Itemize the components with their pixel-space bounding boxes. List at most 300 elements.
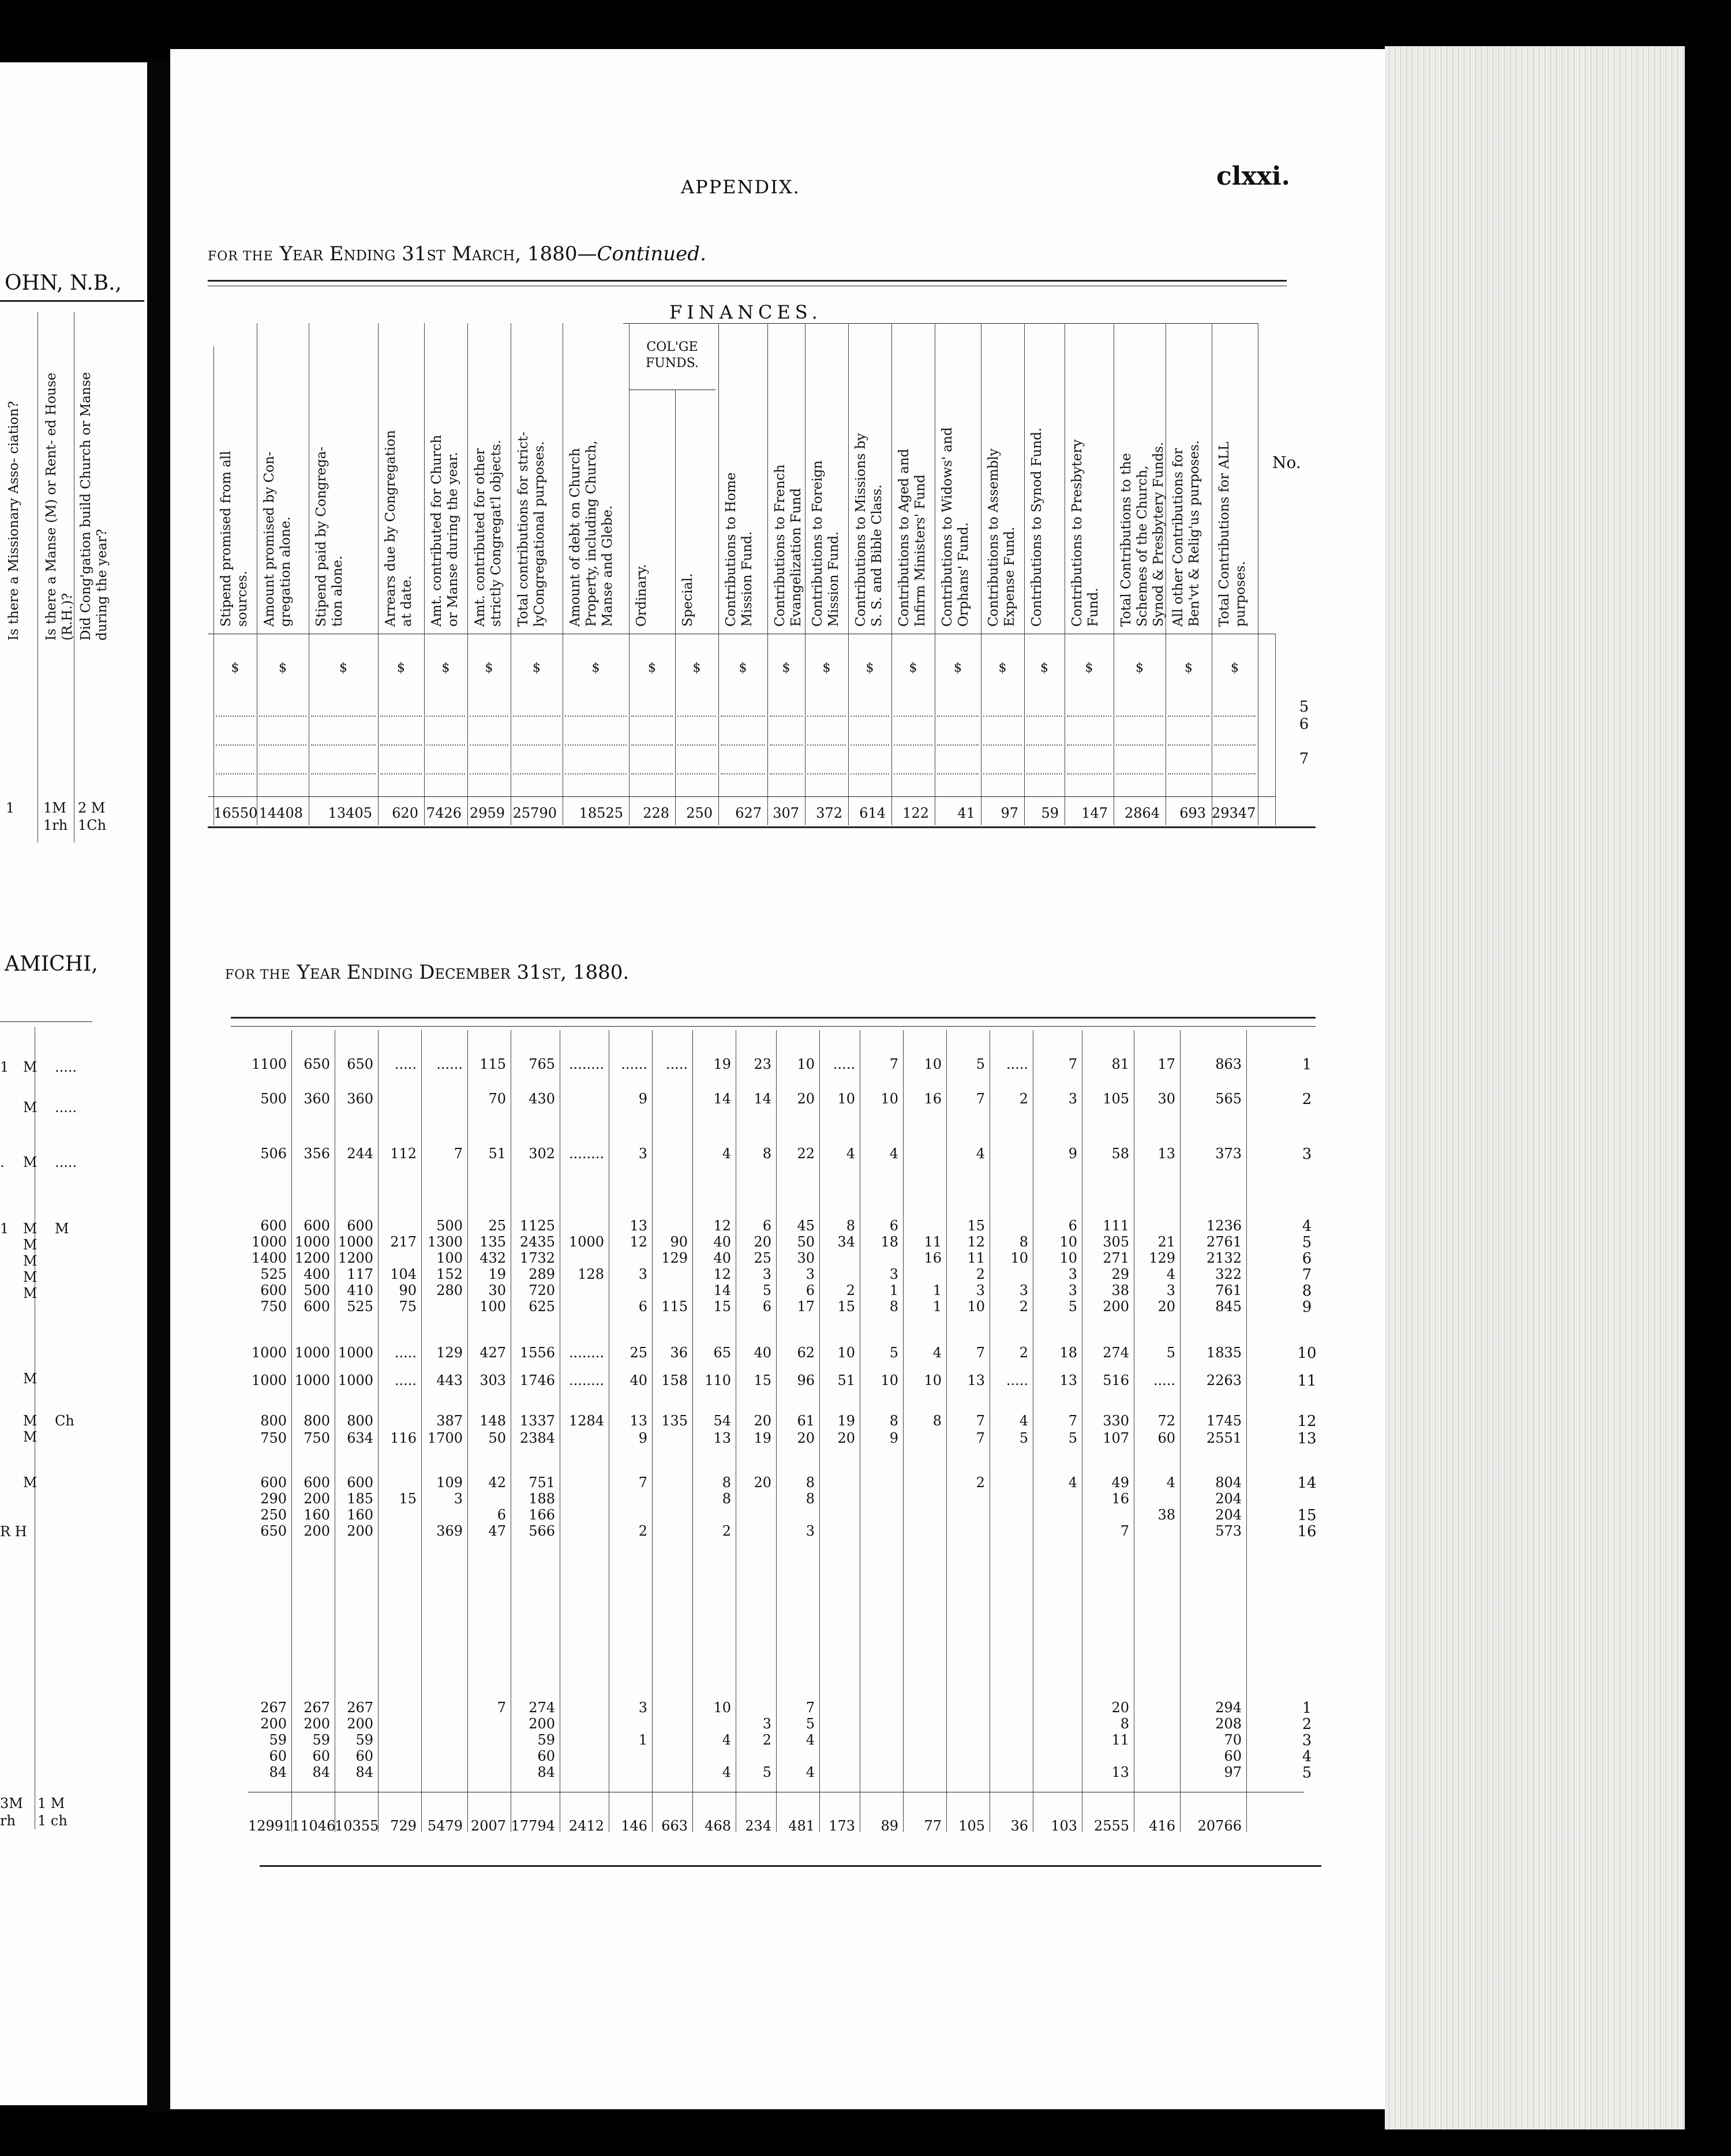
cell-value: 516: [1103, 1372, 1129, 1388]
cell-value: 9: [638, 1091, 647, 1107]
finances-label: FINANCES.: [669, 301, 822, 323]
section-b-bottom-rule: [260, 1865, 1321, 1867]
cell-value: 148: [479, 1413, 506, 1429]
cell-value: 4: [846, 1146, 855, 1162]
dollar-sign: $: [591, 661, 600, 675]
cell-value: 3: [1166, 1282, 1175, 1298]
total-value: 614: [859, 805, 886, 821]
cell-value: 15: [713, 1298, 731, 1315]
row-number: 9: [1302, 1298, 1312, 1316]
cell-value: 400: [304, 1266, 330, 1282]
dotted-line: [807, 744, 846, 746]
cell-value: 10: [967, 1298, 985, 1315]
cell-value: 40: [754, 1345, 771, 1361]
cell-value: 200: [304, 1491, 330, 1507]
cell-value: 6: [638, 1298, 647, 1315]
dollar-sign: $: [441, 661, 450, 675]
cell-value: 8: [932, 1413, 942, 1429]
cell-value: 20: [837, 1430, 855, 1446]
left-cell: .....: [55, 1059, 77, 1075]
cell-value: 5: [976, 1056, 985, 1072]
cell-value: 90: [399, 1282, 417, 1298]
row-number: 2: [1302, 1716, 1312, 1733]
cell-value: 1835: [1206, 1345, 1242, 1361]
column-divider: [652, 1030, 653, 1832]
cell-value: 14: [754, 1091, 771, 1107]
total-value: 627: [735, 805, 762, 821]
cell-value: 208: [1215, 1716, 1242, 1732]
total-value: 2864: [1124, 805, 1160, 821]
page-header: APPENDIX.: [681, 176, 800, 198]
cell-value: 650: [347, 1056, 373, 1072]
dollar-sign: $: [782, 661, 790, 675]
cell-value: 135: [479, 1234, 506, 1250]
cell-value: 20: [1111, 1700, 1129, 1716]
dotted-line: [216, 716, 254, 717]
left-cell: M: [23, 1253, 38, 1269]
cell-value: 800: [304, 1413, 330, 1429]
column-header: Arrears due by Congregation at date.: [383, 430, 414, 627]
left-cell: M: [23, 1269, 38, 1285]
cell-value: 70: [1224, 1732, 1242, 1748]
left-cell: M: [23, 1099, 38, 1116]
cell-value: 267: [347, 1700, 373, 1716]
dotted-line: [937, 716, 979, 717]
cell-value: 290: [260, 1491, 287, 1507]
dollar-sign: $: [279, 661, 287, 675]
cell-value: 15: [399, 1491, 417, 1507]
cell-value: 3: [805, 1266, 815, 1282]
dotted-line: [1026, 773, 1062, 774]
cell-value: 600: [304, 1218, 330, 1234]
row-number: 3: [1302, 1732, 1312, 1749]
cell-value: 60: [1224, 1748, 1242, 1764]
row-number: 10: [1297, 1345, 1317, 1362]
column-header: Stipend paid by Congrega- tion alone.: [314, 446, 345, 627]
left-column-header: Is there a Missionary Asso- ciation?: [6, 400, 21, 641]
cell-value: 51: [837, 1372, 855, 1388]
total-value: 146: [621, 1818, 647, 1834]
cell-value: 750: [260, 1298, 287, 1315]
cell-value: 5: [1166, 1345, 1175, 1361]
cell-value: 16: [924, 1091, 942, 1107]
cell-value: 61: [797, 1413, 815, 1429]
column-header: Amount of debt on Church Property, including Church, Manse and Glebe.: [568, 440, 615, 627]
dotted-line: [677, 744, 716, 746]
cell-value: 104: [390, 1266, 417, 1282]
cell-value: 566: [529, 1523, 555, 1539]
cell-value: 59: [355, 1732, 373, 1748]
section-a-title-italic: Continued.: [597, 242, 706, 265]
cell-value: 30: [797, 1250, 815, 1266]
cell-value: 3: [638, 1266, 647, 1282]
cell-value: 432: [479, 1250, 506, 1266]
cell-value: 117: [347, 1266, 373, 1282]
cell-value: 14: [713, 1091, 731, 1107]
cell-value: 625: [529, 1298, 555, 1315]
cell-value: 600: [260, 1474, 287, 1491]
cell-value: 100: [436, 1250, 463, 1266]
dotted-line: [216, 773, 254, 774]
cell-value: 19: [837, 1413, 855, 1429]
cell-value: 14: [713, 1282, 731, 1298]
total-value: 468: [705, 1818, 731, 1834]
cell-value: 50: [488, 1430, 506, 1446]
dotted-line: [937, 744, 979, 746]
row-number: 1: [1302, 1700, 1312, 1717]
row-number: 14: [1297, 1474, 1317, 1492]
dollar-sign: $: [1231, 661, 1239, 675]
cell-value: 3: [762, 1716, 771, 1732]
dotted-line: [1214, 716, 1256, 717]
total-value: 2959: [469, 805, 505, 821]
total-value: 105: [958, 1818, 985, 1834]
cell-value: 90: [670, 1234, 688, 1250]
cell-value: 1337: [519, 1413, 555, 1429]
cell-value: 40: [713, 1234, 731, 1250]
cell-value: 2761: [1206, 1234, 1242, 1250]
cell-value: 387: [436, 1413, 463, 1429]
left-column-header: Is there a Manse (M) or Rent- ed House (R.H.)?: [44, 372, 75, 641]
cell-value: 600: [304, 1298, 330, 1315]
left-summary-cell: 3M rh: [0, 1795, 23, 1829]
total-value: 103: [1051, 1818, 1077, 1834]
dotted-line: [426, 716, 465, 717]
dotted-line: [1116, 716, 1163, 717]
dotted-line: [631, 716, 673, 717]
cell-value: 800: [347, 1413, 373, 1429]
cell-value: 11: [1111, 1732, 1129, 1748]
cell-value: 38: [1157, 1507, 1175, 1523]
row-number: 15: [1297, 1507, 1317, 1524]
cell-value: 3: [1068, 1266, 1077, 1282]
cell-value: 4: [722, 1764, 731, 1780]
cell-value: 360: [304, 1091, 330, 1107]
dotted-line: [677, 716, 716, 717]
cell-value: 45: [797, 1218, 815, 1234]
colleges-group-label: COL'GE FUNDS.: [646, 340, 699, 370]
cell-value: 3: [638, 1700, 647, 1716]
cell-value: 244: [347, 1146, 373, 1162]
cell-value: 96: [797, 1372, 815, 1388]
cell-value: 116: [390, 1430, 417, 1446]
cell-value: 863: [1215, 1056, 1242, 1072]
cell-value: 410: [347, 1282, 373, 1298]
cell-value: 6: [497, 1507, 506, 1523]
cell-value: 5: [1068, 1430, 1077, 1446]
cell-value: 7: [805, 1700, 815, 1716]
cell-value: 1000: [294, 1372, 330, 1388]
left-top-heading: OHN, N.B.,: [5, 271, 122, 295]
row-number: 16: [1297, 1523, 1317, 1540]
column-header: Contributions to Assembly Expense Fund.: [986, 448, 1017, 627]
column-divider: [891, 323, 892, 825]
cell-value: 2: [1019, 1091, 1028, 1107]
dollar-sign: $: [533, 661, 541, 675]
cell-value: 185: [347, 1491, 373, 1507]
cell-value: 2263: [1206, 1372, 1242, 1388]
column-header: Special.: [680, 573, 695, 627]
column-header: Ordinary.: [634, 564, 649, 627]
cell-value: 152: [436, 1266, 463, 1282]
cell-value: 16: [924, 1250, 942, 1266]
row-number: 6: [1299, 716, 1309, 733]
cell-value: 8: [889, 1298, 898, 1315]
dotted-line: [470, 716, 508, 717]
cell-value: 62: [797, 1345, 815, 1361]
cell-value: .....: [665, 1056, 688, 1072]
cell-value: 294: [1215, 1700, 1242, 1716]
cell-value: 1000: [338, 1345, 373, 1361]
cell-value: 634: [347, 1430, 373, 1446]
cell-value: 1: [932, 1298, 942, 1315]
dotted-line: [513, 773, 560, 774]
cell-value: 369: [436, 1523, 463, 1539]
cell-value: ......: [621, 1056, 647, 1072]
cell-value: 200: [260, 1716, 287, 1732]
cell-value: 4: [722, 1146, 731, 1162]
column-header: Contributions to Widows' and Orphans' Fund.: [940, 427, 971, 627]
total-value: 13405: [328, 805, 372, 821]
total-value: 36: [1010, 1818, 1028, 1834]
cell-value: 16: [1111, 1491, 1129, 1507]
cell-value: 7: [976, 1091, 985, 1107]
left-cell: M: [23, 1413, 38, 1429]
cell-value: 10: [924, 1372, 942, 1388]
cell-value: 2: [846, 1282, 855, 1298]
section-b-title-prefix: FOR THE: [225, 968, 291, 982]
cell-value: 59: [312, 1732, 330, 1748]
cell-value: 650: [304, 1056, 330, 1072]
dotted-line: [631, 773, 673, 774]
cell-value: 12: [713, 1266, 731, 1282]
section-b-title: [225, 961, 629, 984]
cell-value: 59: [269, 1732, 287, 1748]
cell-value: 1100: [251, 1056, 287, 1072]
dollar-sign: $: [231, 661, 239, 675]
cell-value: 9: [638, 1430, 647, 1446]
cell-value: 1746: [519, 1372, 555, 1388]
cell-value: 10: [837, 1091, 855, 1107]
cell-value: 9: [1068, 1146, 1077, 1162]
cell-value: 1732: [519, 1250, 555, 1266]
cell-value: 267: [304, 1700, 330, 1716]
cell-value: 6: [889, 1218, 898, 1234]
total-value: 41: [957, 805, 975, 821]
cell-value: 1000: [251, 1372, 287, 1388]
column-header: Contributions to Missions by S. S. and Bible Class.: [853, 433, 885, 627]
cell-value: .....: [394, 1345, 417, 1361]
total-value: 147: [1081, 805, 1108, 821]
cell-value: 10: [881, 1091, 898, 1107]
cell-value: 4: [1068, 1474, 1077, 1491]
row-number: 6: [1302, 1250, 1312, 1267]
cell-value: 600: [347, 1474, 373, 1491]
cell-value: 500: [260, 1091, 287, 1107]
cell-value: 115: [661, 1298, 688, 1315]
dotted-line: [983, 744, 1022, 746]
cell-value: 18: [1059, 1345, 1077, 1361]
section-a-title-prefix: FOR THE: [208, 249, 273, 264]
left-cell: M: [23, 1429, 38, 1445]
total-value: 12991: [248, 1818, 293, 1834]
row-number: 13: [1297, 1430, 1317, 1447]
dotted-line: [631, 744, 673, 746]
dollar-sign: $: [339, 661, 347, 675]
left-top-rule: [0, 300, 144, 302]
cell-value: 36: [670, 1345, 688, 1361]
cell-value: 30: [1157, 1091, 1175, 1107]
cell-value: 7: [976, 1430, 985, 1446]
cell-value: 47: [488, 1523, 506, 1539]
cell-value: 3: [976, 1282, 985, 1298]
colleges-group-divider: [629, 323, 630, 390]
column-divider: [213, 346, 214, 825]
cell-value: 200: [347, 1523, 373, 1539]
row-number: 4: [1302, 1218, 1312, 1235]
cell-value: 6: [805, 1282, 815, 1298]
cell-value: 3: [1068, 1091, 1077, 1107]
dotted-line: [770, 744, 803, 746]
cell-value: 7: [454, 1146, 463, 1162]
dotted-line: [1116, 744, 1163, 746]
column-header: Amt. contributed for other strictly Congregat'l objects.: [473, 440, 504, 627]
cell-value: 22: [797, 1146, 815, 1162]
cell-value: 7: [889, 1056, 898, 1072]
cell-value: 8: [805, 1474, 815, 1491]
left-cell: M: [23, 1237, 38, 1253]
total-value: 14408: [258, 805, 303, 821]
column-header: Amount promised by Con- gregation alone.: [262, 451, 293, 627]
cell-value: 1000: [251, 1345, 287, 1361]
column-divider: [1246, 1030, 1247, 1832]
section-a-top-rule: [208, 280, 1287, 282]
total-value: 10355: [335, 1818, 379, 1834]
cell-value: 10: [924, 1056, 942, 1072]
book-spine: [147, 58, 170, 2112]
cell-value: 10: [837, 1345, 855, 1361]
dotted-line: [770, 773, 803, 774]
cell-value: 1745: [1206, 1413, 1242, 1429]
cell-value: 2: [976, 1266, 985, 1282]
column-header: All other Contributions for Ben'vt & Relig'us purposes.: [1171, 440, 1202, 627]
cell-value: 500: [304, 1282, 330, 1298]
cell-value: ........: [568, 1372, 604, 1388]
dotted-line: [380, 744, 422, 746]
cell-value: 506: [260, 1146, 287, 1162]
dollar-sign: $: [397, 661, 405, 675]
cell-value: 6: [1068, 1218, 1077, 1234]
cell-value: .....: [394, 1056, 417, 1072]
dotted-line: [1067, 773, 1111, 774]
dotted-line: [983, 773, 1022, 774]
cell-value: 2551: [1206, 1430, 1242, 1446]
cell-value: 7: [1068, 1413, 1077, 1429]
cell-value: 7: [976, 1345, 985, 1361]
cell-value: 8: [1019, 1234, 1028, 1250]
dotted-line: [850, 744, 889, 746]
left-cell: .....: [55, 1154, 77, 1170]
row-number: 7: [1299, 750, 1309, 768]
dotted-line: [1026, 716, 1062, 717]
cell-value: 200: [304, 1716, 330, 1732]
cell-value: 25: [488, 1218, 506, 1234]
total-value: 173: [829, 1818, 855, 1834]
cell-value: 107: [1103, 1430, 1129, 1446]
column-header: Contributions to Home Mission Fund.: [724, 472, 755, 627]
cell-value: 8: [722, 1474, 731, 1491]
cell-value: 720: [529, 1282, 555, 1298]
cell-value: 3: [1068, 1282, 1077, 1298]
column-divider: [424, 323, 425, 825]
cell-value: 3: [889, 1266, 898, 1282]
cell-value: 750: [304, 1430, 330, 1446]
left-cell: M: [23, 1221, 38, 1237]
cell-value: 4: [932, 1345, 942, 1361]
page-number: clxxi.: [1216, 162, 1291, 191]
left-cell: 1: [0, 1221, 9, 1237]
no-label: No.: [1272, 453, 1301, 472]
cell-value: 60: [355, 1748, 373, 1764]
cell-value: 60: [312, 1748, 330, 1764]
cell-value: 40: [713, 1250, 731, 1266]
dotted-line: [259, 716, 306, 717]
cell-value: 4: [805, 1764, 815, 1780]
dotted-line: [513, 716, 560, 717]
cell-value: 15: [967, 1218, 985, 1234]
cell-value: 845: [1215, 1298, 1242, 1315]
column-divider: [1024, 323, 1025, 825]
cell-value: 13: [967, 1372, 985, 1388]
dotted-line: [1214, 744, 1256, 746]
cell-value: 500: [436, 1218, 463, 1234]
cell-value: 54: [713, 1413, 731, 1429]
cell-value: 2: [1019, 1345, 1028, 1361]
cell-value: 200: [347, 1716, 373, 1732]
cell-value: 13: [630, 1413, 647, 1429]
cell-value: 7: [638, 1474, 647, 1491]
cell-value: 160: [347, 1507, 373, 1523]
left-summary-cell: 1 M 1 ch: [38, 1795, 68, 1829]
dotted-line: [937, 773, 979, 774]
cell-value: 1000: [338, 1234, 373, 1250]
cell-value: 1236: [1206, 1218, 1242, 1234]
dotted-line: [259, 744, 306, 746]
total-value: 2555: [1093, 1818, 1129, 1834]
total-value: 250: [686, 805, 713, 821]
dollar-sign: $: [1040, 661, 1048, 675]
dotted-line: [470, 773, 508, 774]
cell-value: 135: [661, 1413, 688, 1429]
cell-value: 2: [762, 1732, 771, 1748]
cell-value: 217: [390, 1234, 417, 1250]
cell-value: ......: [436, 1056, 463, 1072]
cell-value: 23: [754, 1056, 771, 1072]
cell-value: 1000: [568, 1234, 604, 1250]
cell-value: .....: [1153, 1372, 1175, 1388]
column-divider: [767, 323, 768, 825]
cell-value: 1000: [338, 1372, 373, 1388]
total-value: 16550: [213, 805, 258, 821]
cell-value: 8: [1120, 1716, 1129, 1732]
dollar-sign: $: [739, 661, 747, 675]
cell-value: 443: [436, 1372, 463, 1388]
left-cell: 1: [0, 1059, 9, 1075]
cell-value: 1400: [251, 1250, 287, 1266]
cell-value: 110: [705, 1372, 731, 1388]
total-value: 29347: [1212, 805, 1256, 821]
cell-value: 322: [1215, 1266, 1242, 1282]
